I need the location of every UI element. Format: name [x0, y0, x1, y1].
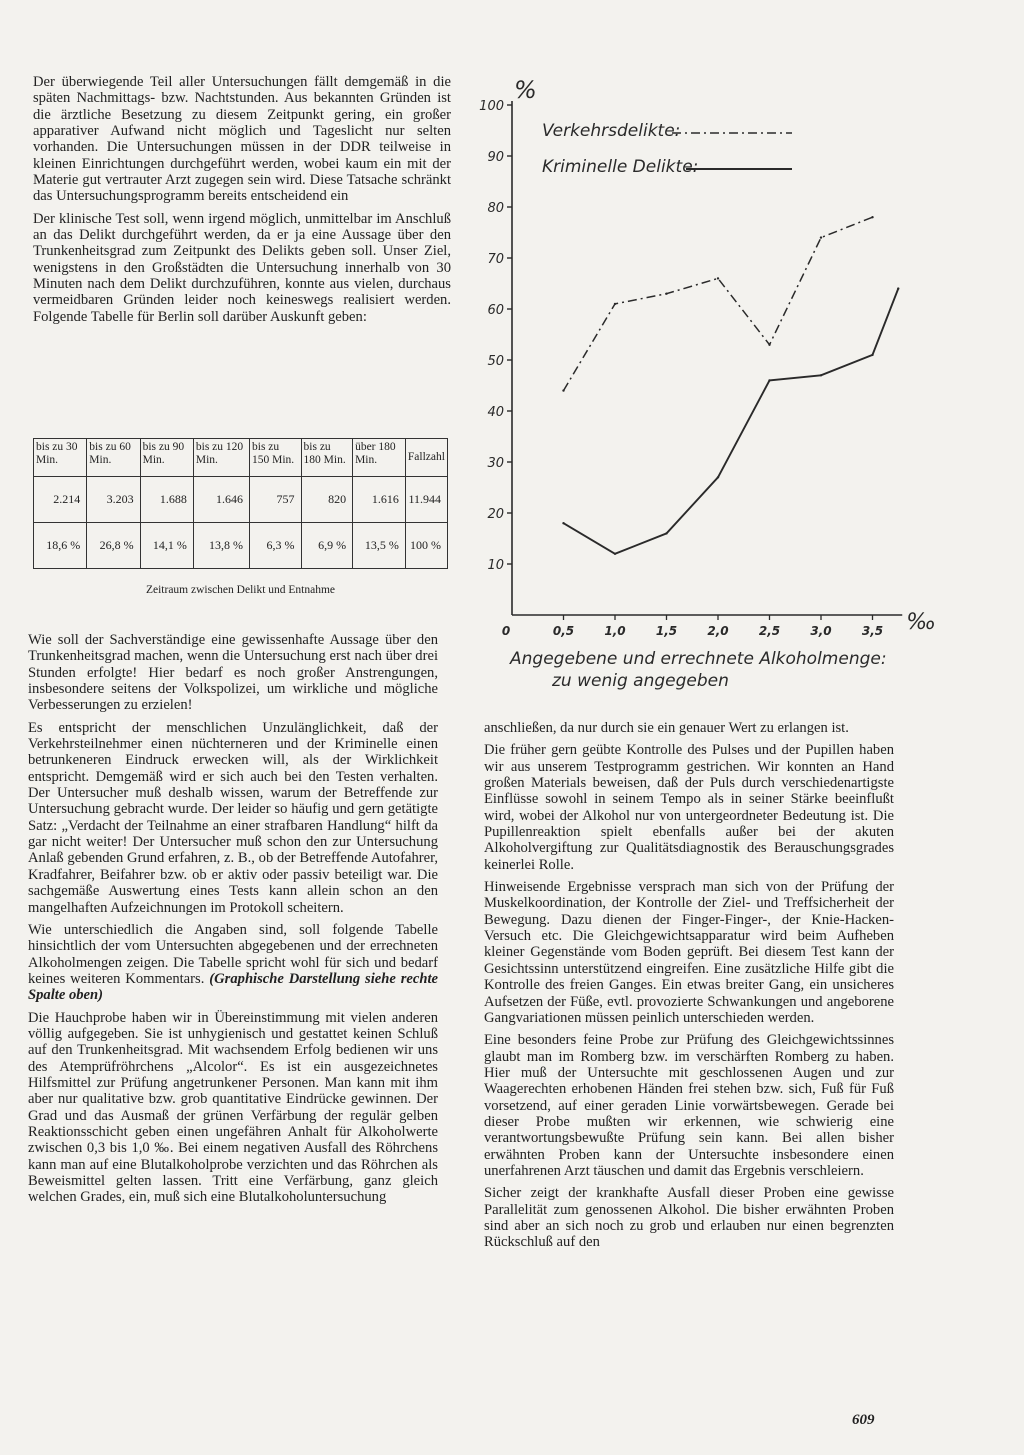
chart-data-point — [717, 476, 719, 478]
chart-data-point — [614, 553, 616, 555]
chart-x-tick-label: 1,0 — [604, 624, 626, 638]
chart-y-unit-label: % — [514, 76, 537, 104]
chart-data-point — [665, 532, 667, 534]
paragraph: Sicher zeigt der krankhafte Ausfall dieser Proben eine gewisse Parallelität zum genossenen Alkohol. Die bisher erwähnten Proben sind aber an sich noch zu grob und erlauben nur einen begrenzten Rückschluß auf den — [484, 1185, 894, 1251]
paragraph: Es entspricht der menschlichen Unzulänglichkeit, daß der Verkehrsteilnehmer einen nüchterneren und der Kriminelle einen betrunkeneren Eindruck erwecken will, als der Wirklichkeit entspricht. Demgemäß wird er sich auch bei den Testen verhalten. Der Untersucher muß deshalb wissen, warum der Betreffende zur Untersuchung gebracht wurde. Der leider so häufig und gern getätigte Satz: „Verdacht der Teilnahme an einer strafbaren Handlung“ hilft da gar nicht weiter! Der Untersucher muß schon den zur Untersuchung Anlaß gebenden Grund erfahren, z. B., ob der Betreffende Autofahrer, Kradfahrer, Beifahrer bzw. ob er aktiv oder passiv beteiligt war. Die sachgemäße Auswertung eines Tests kann allein schon an den mangelhaften Aufzeichnungen im Protokoll scheitern. — [28, 719, 438, 916]
chart-series — [562, 216, 899, 555]
table-cell: 13,5 % — [353, 523, 406, 569]
chart-x-tick-label: 3,0 — [810, 624, 832, 638]
left-column-top — [33, 74, 451, 331]
table-header-cell: Fallzahl — [405, 439, 447, 477]
chart-data-point — [665, 293, 667, 295]
chart-caption-line2: zu wenig angegeben — [552, 671, 729, 691]
table-cell: 1.646 — [193, 477, 249, 523]
chart-data-point — [871, 216, 873, 218]
table-cell: 1.616 — [353, 477, 406, 523]
table-cell: 14,1 % — [140, 523, 193, 569]
table-header-cell: bis zu 120 Min. — [193, 439, 249, 477]
chart-legend-label: Verkehrsdelikte: — [542, 121, 681, 141]
table-row-counts — [34, 477, 448, 523]
chart-x-tick-label: 2,5 — [758, 624, 781, 638]
chart-x-tick-label: 0,5 — [552, 624, 575, 638]
chart-y-tick-label: 80 — [487, 201, 504, 216]
chart-y-tick-label: 10 — [487, 558, 504, 573]
chart-x-tick-label: 3,5 — [861, 624, 884, 638]
chart-data-point — [768, 344, 770, 346]
alcohol-chart — [479, 70, 936, 710]
chart-y-tick-label: 100 — [479, 99, 504, 114]
chart-series-line — [564, 217, 873, 390]
chart-x-tick-label: 2,0 — [707, 624, 729, 638]
table-cell: 11.944 — [405, 477, 447, 523]
left-column-bottom — [28, 632, 438, 1212]
paragraph — [28, 922, 438, 1004]
chart-y-tick-label: 30 — [487, 456, 504, 471]
chart-y-tick-label: 20 — [487, 507, 504, 522]
chart-data-point — [562, 389, 564, 391]
page-number: 609 — [852, 1412, 875, 1428]
table-cell: 13,8 % — [193, 523, 249, 569]
paragraph: Der klinische Test soll, wenn irgend möglich, unmittelbar im Anschluß an das Delikt durchgeführt werden, da er ja eine Aussage über den Trunkenheitsgrad zum Zeitpunkt des Delikts geben soll. Unser Ziel, wenigstens in den Großstädten die Untersuchung innerhalb von 30 Minuten nach dem Delikt durchzuführen, konnte aus vielen, durchaus vermeidbaren Gründen leider noch keineswegs realisiert werden. Folgende Tabelle für Berlin soll darüber Auskunft geben: — [33, 210, 451, 325]
table-row-percents — [34, 523, 448, 569]
chart-y-tick-label: 90 — [487, 150, 504, 165]
table-header-cell: über 180 Min. — [353, 439, 406, 477]
table-header-cell: bis zu 60 Min. — [87, 439, 140, 477]
table-cell: 820 — [301, 477, 353, 523]
table-cell: 1.688 — [140, 477, 193, 523]
table-header-cell: bis zu 150 Min. — [250, 439, 302, 477]
chart-y-tick-label: 40 — [487, 405, 504, 420]
chart-x-ticks — [502, 615, 883, 638]
chart-y-tick-label: 50 — [487, 354, 504, 369]
paragraph: Der überwiegende Teil aller Untersuchungen fällt demgemäß in die späten Nachmittags- bzw. Nachtstunden. Aus bekannten Gründen ist die ärztliche Besetzung zu diesem Zeitpunkt gering, ein großer apparativer Aufwand nicht möglich und Tageslicht nur selten vorhanden. Die Untersuchungen müssen in der DDR teilweise in kleinen Einrichtungen durchgeführt werden, wobei kaum ein mit der Materie gut vertrauter Arzt zugegen sein wird. Diese Tatsache schränkt das Untersuchungsprogramm bereits entscheidend ein — [33, 74, 451, 205]
table-header-cell: bis zu 90 Min. — [140, 439, 193, 477]
right-column — [484, 720, 894, 1257]
paragraph-text: Wie unterschiedlich die Angaben sind, soll folgende Tabelle hinsichtlich der vom Untersuchten abgegebenen und der errechneten Alkoholmengen zeigen. Die Tabelle spricht wohl für sich und bedarf keines weiteren Kommentars. — [28, 921, 438, 987]
chart-y-tick-label: 60 — [487, 303, 504, 318]
chart-series-line — [564, 289, 899, 554]
chart-y-tick-label: 70 — [487, 252, 504, 267]
table-header-row — [34, 439, 448, 477]
chart-data-point — [717, 277, 719, 279]
paragraph: Wie soll der Sachverständige eine gewissenhafte Aussage über den Trunkenheitsgrad machen, wenn die Untersuchung erst nach über drei Stunden erfolgte! Hier bedarf es noch großer Anstrengungen, insbesondere seitens der Volkspolizei, um wirkliche und mögliche Verbesserungen zu erzielen! — [28, 632, 438, 714]
paragraph: Eine besonders feine Probe zur Prüfung des Gleichgewichtssinnes glaubt man im Romberg bzw. im verschärften Romberg zu haben. Hier muß der Untersuchte mit geschlossenen Augen und zur Waagerechten erhobenen Händen frei stehen bzw. sich, Fuß für Fuß vorsetzend, auf einer geraden Linie vorwärtsbewegen. Gerade bei dieser Probe mußten wir erkennen, wie schwierig eine verantwortungsbewußte Prüfung sein kann. Bei allen bisher erwähnten Proben kann der Untersuchte insbesondere einen unerfahrenen Arzt täuschen und damit das Ergebnis verschleiern. — [484, 1032, 894, 1179]
chart-x-tick-label: 0 — [501, 624, 511, 638]
chart-data-point — [614, 303, 616, 305]
chart-data-point — [820, 236, 822, 238]
chart-data-point — [768, 379, 770, 381]
table-cell: 26,8 % — [87, 523, 140, 569]
chart-caption-line1: Angegebene und errechnete Alkoholmenge: — [510, 649, 887, 669]
paragraph: Die Hauchprobe haben wir in Übereinstimmung mit vielen anderen völlig aufgegeben. Sie ist unhygienisch und gestattet keinen Schluß auf den Trunkenheitsgrad. Mit wachsendem Erfolg bedienen wir uns des Atemprüfröhrchens „Alcolor“. Es ist ein ausgezeichnetes Hilfsmittel zur Prüfung angetrunkener Personen. Man kann mit ihm aber nur qualitative bzw. grob quantitative Eindrücke gewinnen. Der Grad und das Ausmaß der grünen Verfärbung der regulär gelben Reaktionsschicht geben einen ungefähren Anhalt für Alkoholwerte zwischen 0,3 bis 1,0 ‰. Bei einem negativen Ausfall des Röhrchens kann man auf eine Blutalkoholprobe verzichten und das Röhrchen als Beweismittel gelten lassen. Tritt eine Verfärbung, ganz gleich welchen Grades, ein, muß sich eine Blutalkoholuntersuchung — [28, 1009, 438, 1206]
chart-data-point — [562, 522, 564, 524]
table-cell: 6,3 % — [250, 523, 302, 569]
chart-data-point — [897, 287, 899, 289]
chart-legend-label: Kriminelle Delikte: — [542, 157, 699, 177]
chart-y-ticks — [479, 99, 512, 573]
table-header-cell: bis zu 30 Min. — [34, 439, 87, 477]
table-caption: Zeitraum zwischen Delikt und Entnahme — [145, 584, 336, 596]
time-table — [33, 438, 448, 569]
table-cell: 100 % — [405, 523, 447, 569]
table-cell: 2.214 — [34, 477, 87, 523]
table-cell: 3.203 — [87, 477, 140, 523]
chart-data-point — [871, 354, 873, 356]
table-cell: 757 — [250, 477, 302, 523]
table-cell: 6,9 % — [301, 523, 353, 569]
chart-x-tick-label: 1,5 — [655, 624, 678, 638]
chart-data-point — [820, 374, 822, 376]
paragraph: Hinweisende Ergebnisse versprach man sich von der Prüfung der Muskelkoordination, der Kontrolle der Ziel- und Treffsicherheit der Bewegung. Dazu dienen der Finger-Finger-, der Knie-Hacken-Versuch etc. Die Gleichgewichtsapparatur wird beim Aufheben kleiner Gegenstände vom Boden geprüft. Bei diesem Test kann der Gesichtssinn unterstützend eingreifen. Eine zusätzliche Hilfe gibt die Kontrolle des freien Ganges. Ein etwas breiter Gang, ein unsicheres Aufsetzen der Füße, evtl. provozierte Schwankungen und angeborene Gangvariationen müssen peinlich unterschieden werden. — [484, 879, 894, 1026]
table-header-cell: bis zu 180 Min. — [301, 439, 353, 477]
paragraph: Die früher gern geübte Kontrolle des Pulses und der Pupillen haben wir aus unserem Testprogramm gestrichen. Wir konnten an Hand großen Materials beweisen, daß der Puls durch verschiedenartigste Einflüsse sowohl in seinem Tempo als in seiner Stärke beeinflußt wird, wobei der Alkohol nur von untergeordneter Bedeutung ist. Die Pupillenreaktion spielt ebenfalls außer bei der akuten Alkoholvergiftung zur Qualitätsdiagnostik des Berauschungsgrades keinerlei Rolle. — [484, 742, 894, 873]
italic-note: (Graphische Darstellung siehe rechte Spalte oben) — [28, 970, 438, 1004]
paragraph: anschließen, da nur durch sie ein genauer Wert zu erlangen ist. — [484, 720, 849, 736]
chart-legend — [542, 121, 792, 177]
chart-x-unit-label: ‰ — [906, 610, 936, 635]
table-cell: 18,6 % — [34, 523, 87, 569]
